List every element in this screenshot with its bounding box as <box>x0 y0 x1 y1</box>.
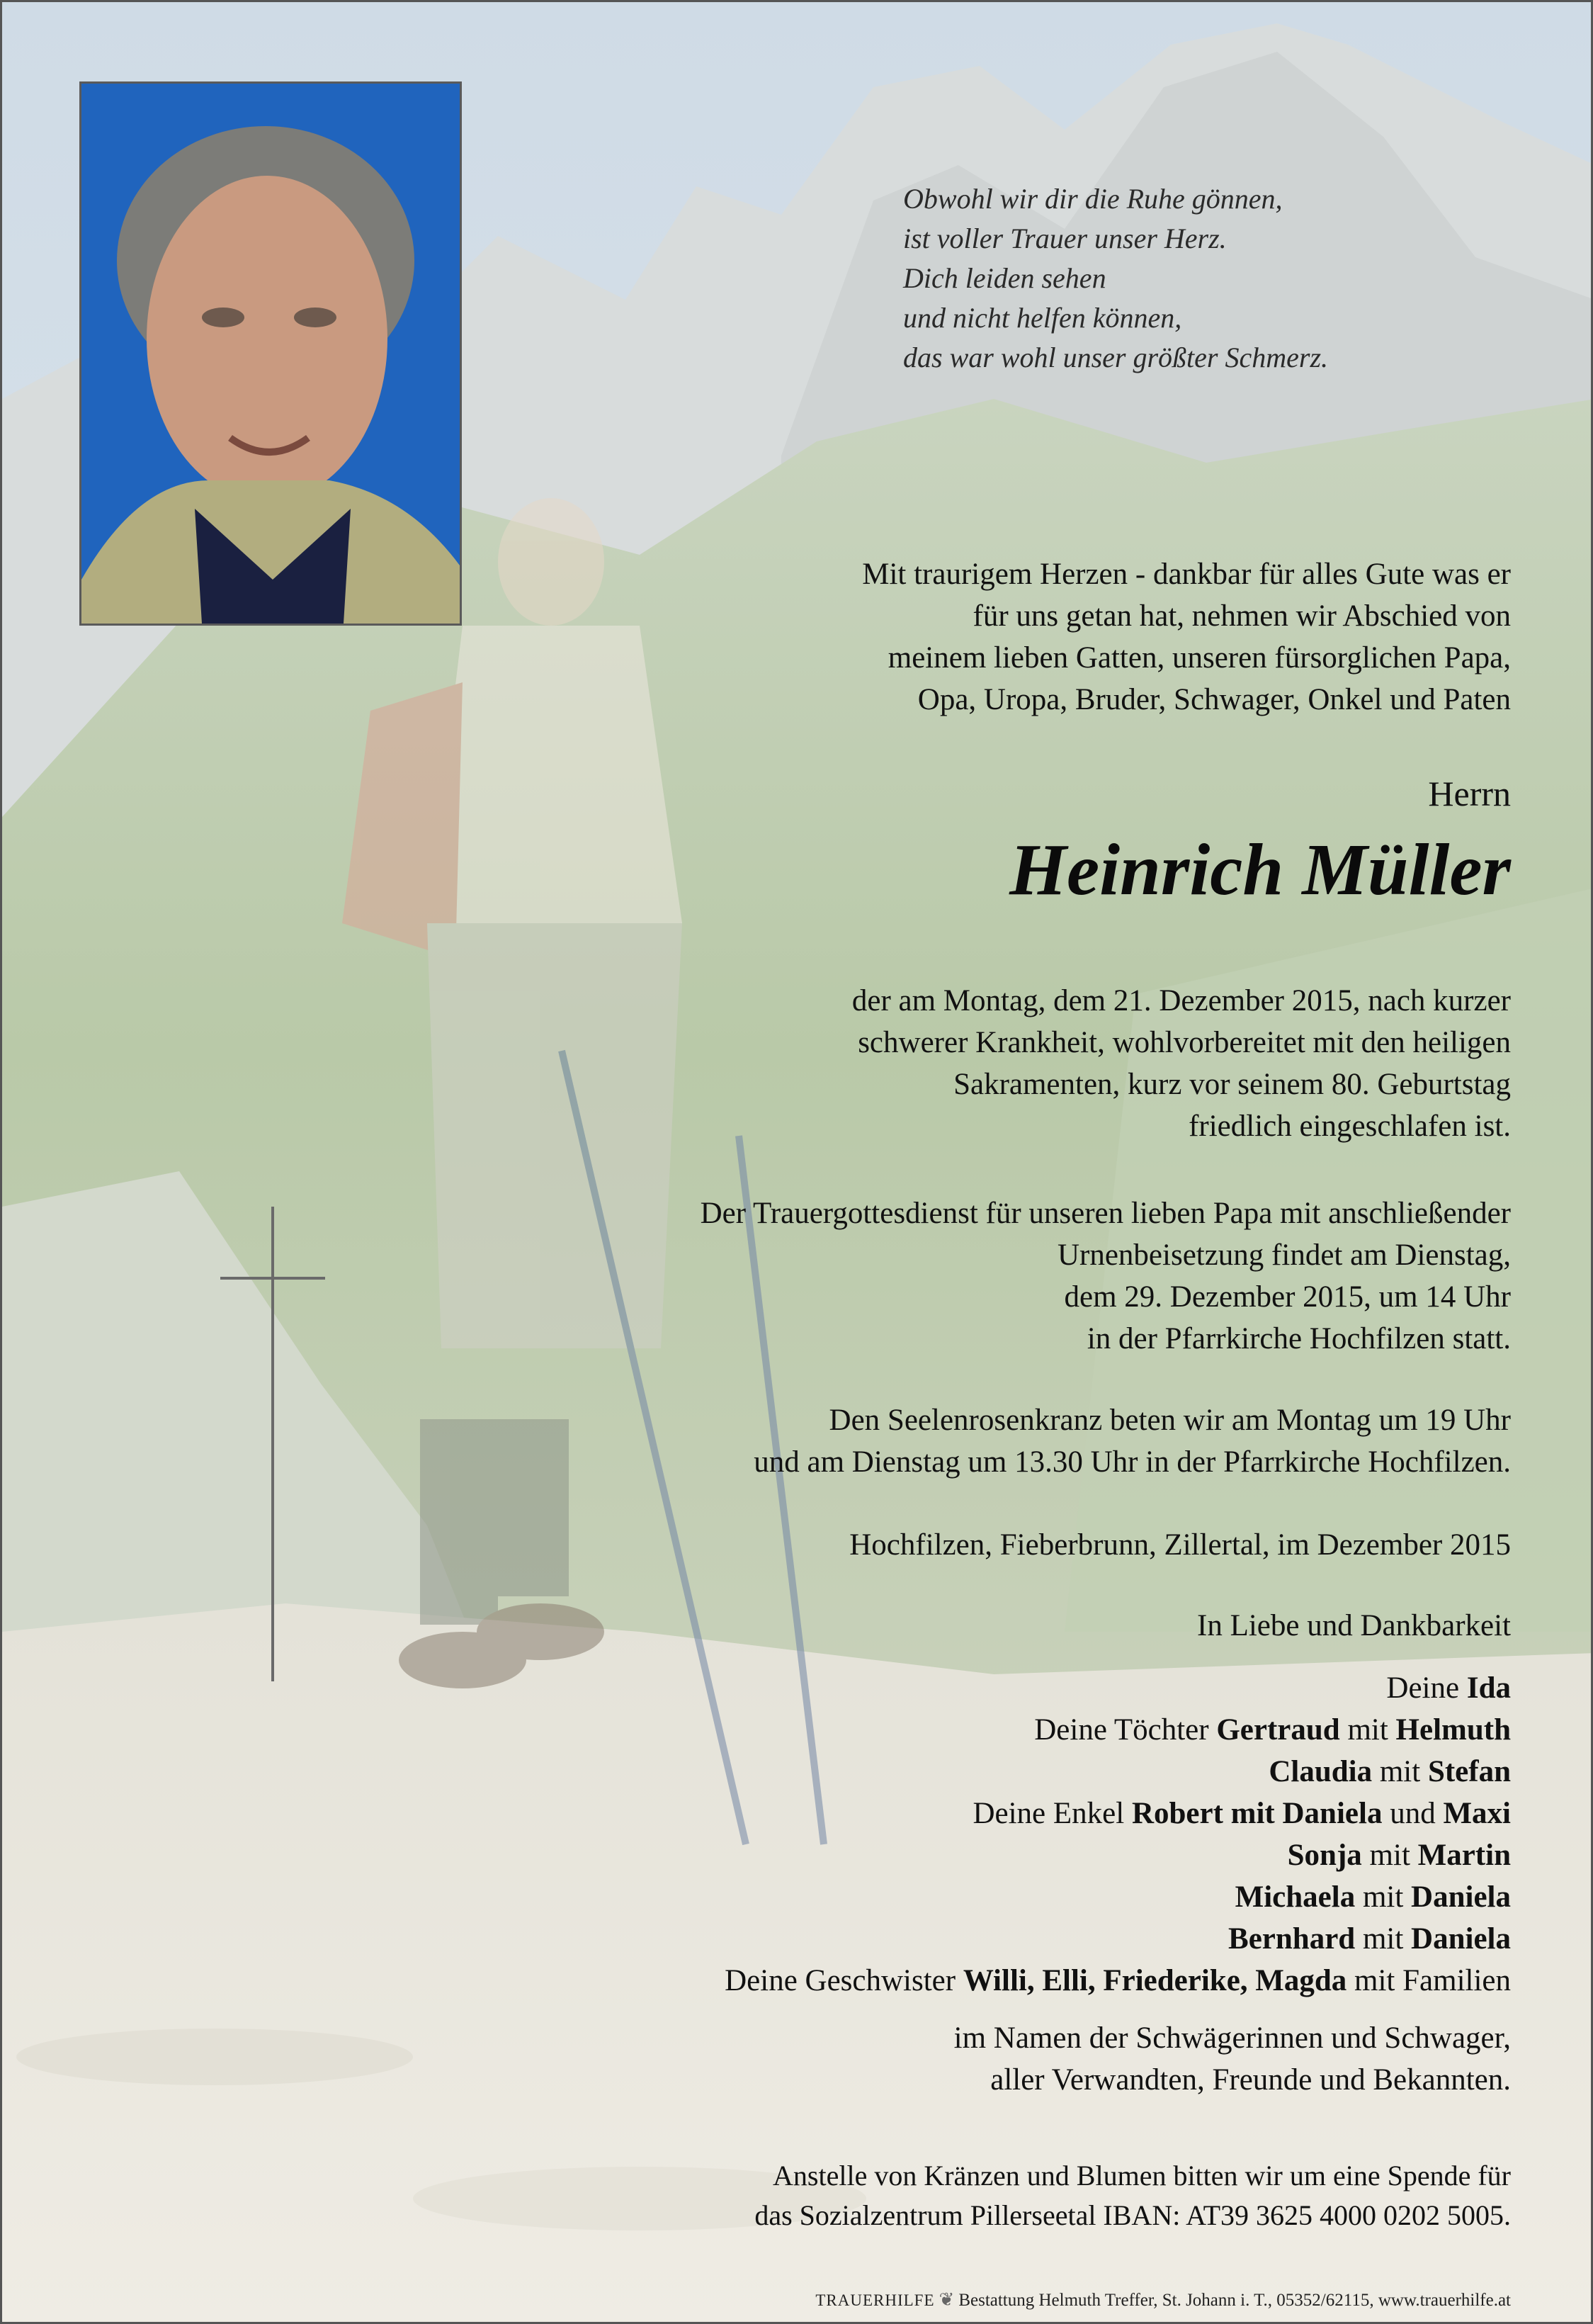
footer-text: Bestattung Helmuth Treffer, St. Johann i. T., 05352/62115, www.trauerhilfe.at <box>958 2291 1511 2310</box>
funeral-service-info <box>701 1192 1511 1360</box>
donation-request <box>754 2156 1511 2235</box>
footer <box>815 2289 1511 2311</box>
poem-line: Obwohl wir dir die Ruhe gönnen, <box>903 183 1283 215</box>
leaf-icon: ❦ <box>939 2289 955 2310</box>
rosary-info <box>754 1399 1511 1483</box>
intro-line: Mit traurigem Herzen - dankbar für alles Gute was er <box>862 558 1511 591</box>
love-line: In Liebe und Dankbarkeit <box>1197 1609 1511 1642</box>
poem <box>903 179 1328 378</box>
deceased-name: Heinrich Müller <box>1009 829 1511 910</box>
family-list <box>725 1667 1511 2002</box>
portrait-photo <box>79 81 462 626</box>
poem-line: das war wohl unser größter Schmerz. <box>903 342 1329 373</box>
service-line: in der Pfarrkirche Hochfilzen statt. <box>1087 1322 1511 1355</box>
poem-line: Dich leiden sehen <box>903 262 1106 294</box>
intro-line: Opa, Uropa, Bruder, Schwager, Onkel und Paten <box>917 683 1511 716</box>
death-notice <box>852 980 1511 1147</box>
relatives-text <box>954 2017 1511 2101</box>
death-line: schwerer Krankheit, wohlvorbereitet mit den heiligen <box>858 1026 1511 1059</box>
intro-line: für uns getan hat, nehmen wir Abschied von <box>973 599 1511 633</box>
poem-line: ist voller Trauer unser Herz. <box>903 222 1227 254</box>
family-line: Deine Geschwister Willi, Elli, Friederike, Magda mit Familien <box>725 1964 1511 1997</box>
family-line: Claudia mit Stefan <box>1269 1755 1511 1788</box>
service-line: Der Trauergottesdienst für unseren lieben Papa mit anschließender <box>700 1197 1511 1230</box>
relatives-line: im Namen der Schwägerinnen und Schwager, <box>953 2021 1511 2055</box>
family-line: Michaela mit Daniela <box>1235 1880 1511 1914</box>
intro-line: meinem lieben Gatten, unseren fürsorglichen Papa, <box>888 641 1511 675</box>
footer-brand: TRAUERHILFE <box>815 2291 935 2309</box>
service-line: dem 29. Dezember 2015, um 14 Uhr <box>1064 1280 1511 1314</box>
rosary-line: Den Seelenrosenkranz beten wir am Montag um 19 Uhr <box>829 1404 1511 1437</box>
donation-line: das Sozialzentrum Pillerseetal IBAN: AT39 3625 4000 0202 5005. <box>754 2199 1511 2231</box>
family-line: Deine Töchter Gertraud mit Helmuth <box>1034 1713 1511 1747</box>
salutation: Herrn <box>1428 774 1511 813</box>
death-line: der am Montag, dem 21. Dezember 2015, nach kurzer <box>851 984 1511 1017</box>
family-line: Deine Enkel Robert mit Daniela und Maxi <box>973 1797 1511 1830</box>
donation-line: Anstelle von Kränzen und Blumen bitten wir um eine Spende für <box>773 2160 1511 2192</box>
poem-line: und nicht helfen können, <box>903 302 1182 334</box>
relatives-line: aller Verwandten, Freunde und Bekannten. <box>990 2063 1511 2097</box>
death-line: Sakramenten, kurz vor seinem 80. Geburtstag <box>953 1068 1511 1101</box>
family-line: Sonja mit Martin <box>1287 1839 1511 1872</box>
rosary-line: und am Dienstag um 13.30 Uhr in der Pfarrkirche Hochfilzen. <box>754 1445 1511 1479</box>
intro-text <box>862 553 1511 721</box>
service-line: Urnenbeisetzung findet am Dienstag, <box>1057 1239 1511 1272</box>
death-line: friedlich eingeschlafen ist. <box>1189 1110 1511 1143</box>
place-date: Hochfilzen, Fieberbrunn, Zillertal, im Dezember 2015 <box>849 1528 1511 1562</box>
family-line: Deine Ida <box>1386 1671 1511 1705</box>
family-line: Bernhard mit Daniela <box>1228 1922 1511 1956</box>
cross-icon <box>216 1207 329 1681</box>
